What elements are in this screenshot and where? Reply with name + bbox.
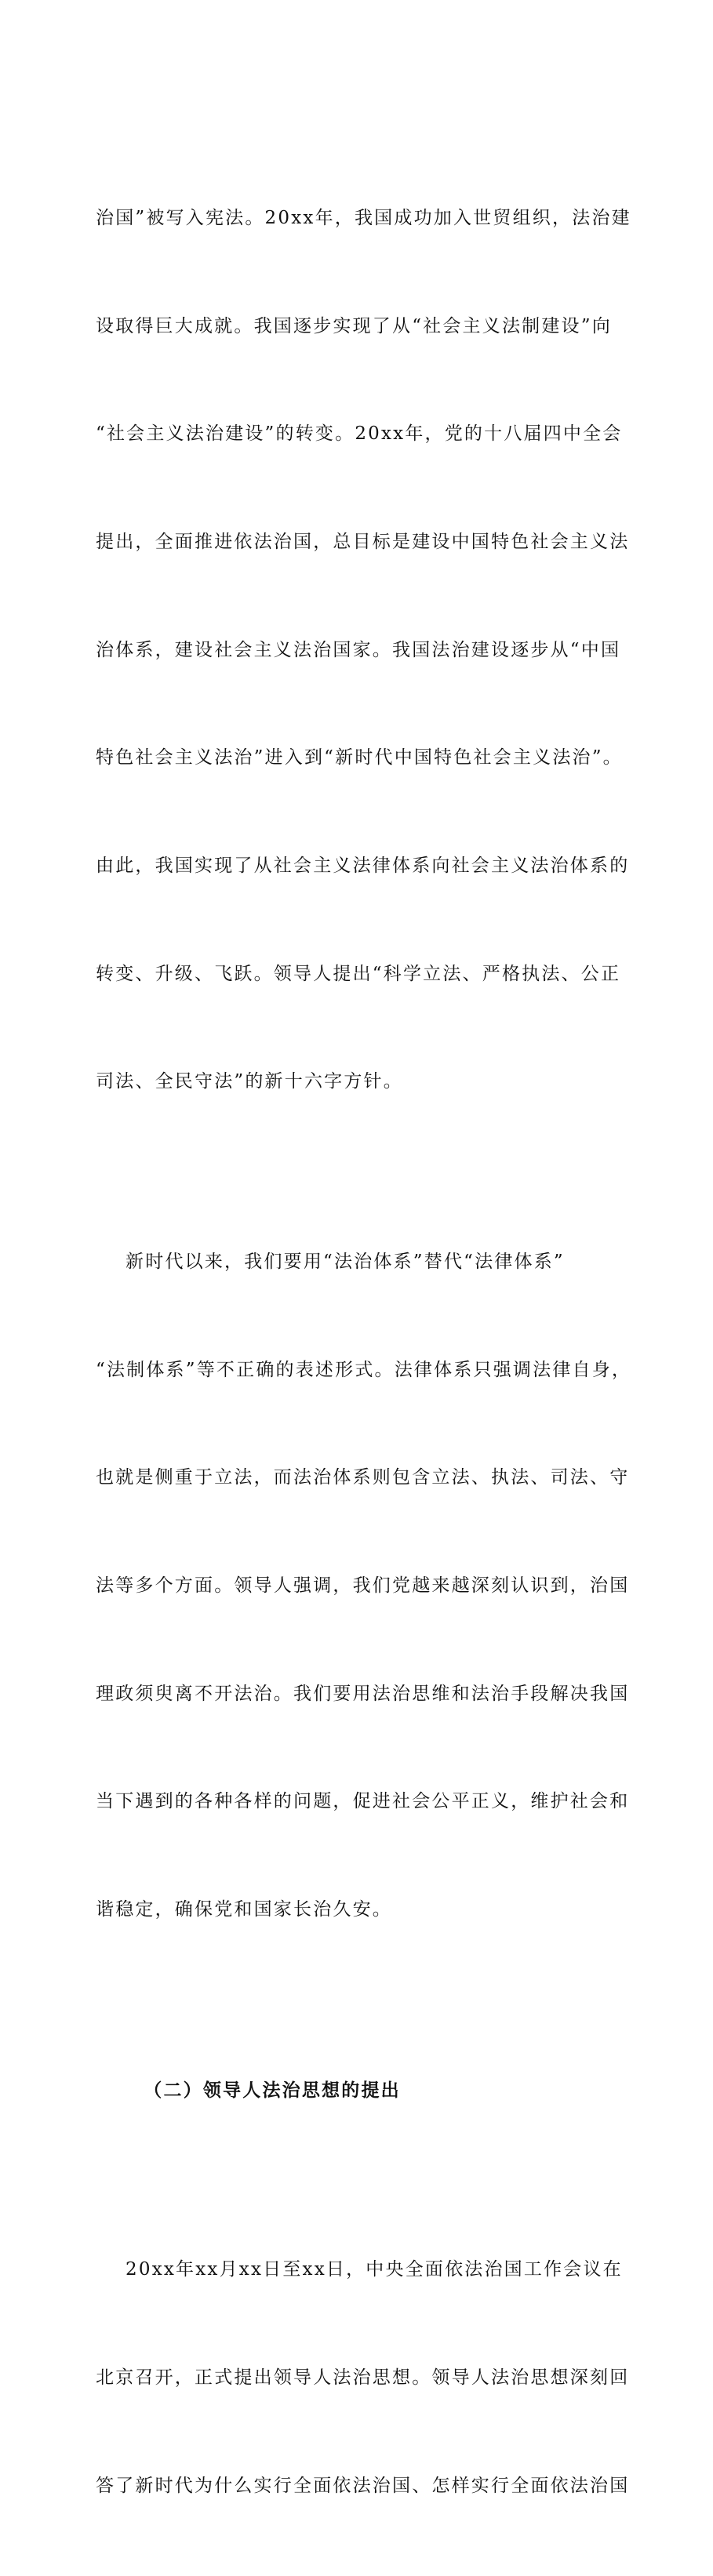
- text-line: 司法、全民守法”的新十六字方针。: [96, 1071, 403, 1092]
- text-line: 治体系，建设社会主义法治国家。我国法治建设逐步从“中国: [96, 639, 621, 660]
- document-body: [96, 129, 632, 2576]
- text-line: 20xx年xx月xx日至xx日，中央全面依法治国工作会议在: [96, 2259, 623, 2280]
- text-line: “社会主义法治建设”的转变。20xx年，党的十八届四中全会: [96, 423, 623, 445]
- section-heading: （二）领导人法治思想的提出: [96, 2079, 401, 2101]
- text-line: 法等多个方面。领导人强调，我们党越来越深刻认识到，治国: [96, 1575, 630, 1597]
- paragraph-2: [96, 1172, 632, 2000]
- text-line: 谐稳定，确保党和国家长治久安。: [96, 1899, 392, 1920]
- paragraph-1: [96, 129, 629, 1172]
- text-line: 答了新时代为什么实行全面依法治国、怎样实行全面依法治国: [96, 2475, 630, 2496]
- text-line: 特色社会主义法治”进入到“新时代中国特色社会主义法治”。: [96, 747, 623, 768]
- text-line: 当下遇到的各种各样的问题，促进社会公平正义，维护社会和: [96, 1791, 630, 1812]
- text-line: 也就是侧重于立法，而法治体系则包含立法、执法、司法、守: [96, 1467, 630, 1488]
- text-line: 提出，全面推进依法治国，总目标是建设中国特色社会主义法: [96, 531, 630, 552]
- text-line: 设取得巨大成就。我国逐步实现了从“社会主义法制建设”向: [96, 315, 612, 336]
- text-line: 理政须臾离不开法治。我们要用法治思维和法治手段解决我国: [96, 1683, 630, 1704]
- text-line: 北京召开，正式提出领导人法治思想。领导人法治思想深刻回: [96, 2367, 630, 2388]
- text-line: 治国”被写入宪法。20xx年，我国成功加入世贸组织，法治建: [96, 207, 631, 228]
- text-line: 由此，我国实现了从社会主义法律体系向社会主义法治体系的: [96, 856, 630, 877]
- text-line: “法制体系”等不正确的表述形式。法律体系只强调法律自身，: [96, 1359, 632, 1380]
- section-heading-block: [96, 2000, 629, 2181]
- paragraph-3: [96, 2180, 629, 2576]
- text-line: 转变、升级、飞跃。领导人提出“科学立法、严格执法、公正: [96, 963, 621, 984]
- text-line: 新时代以来，我们要用“法治体系”替代“法律体系”: [96, 1251, 565, 1272]
